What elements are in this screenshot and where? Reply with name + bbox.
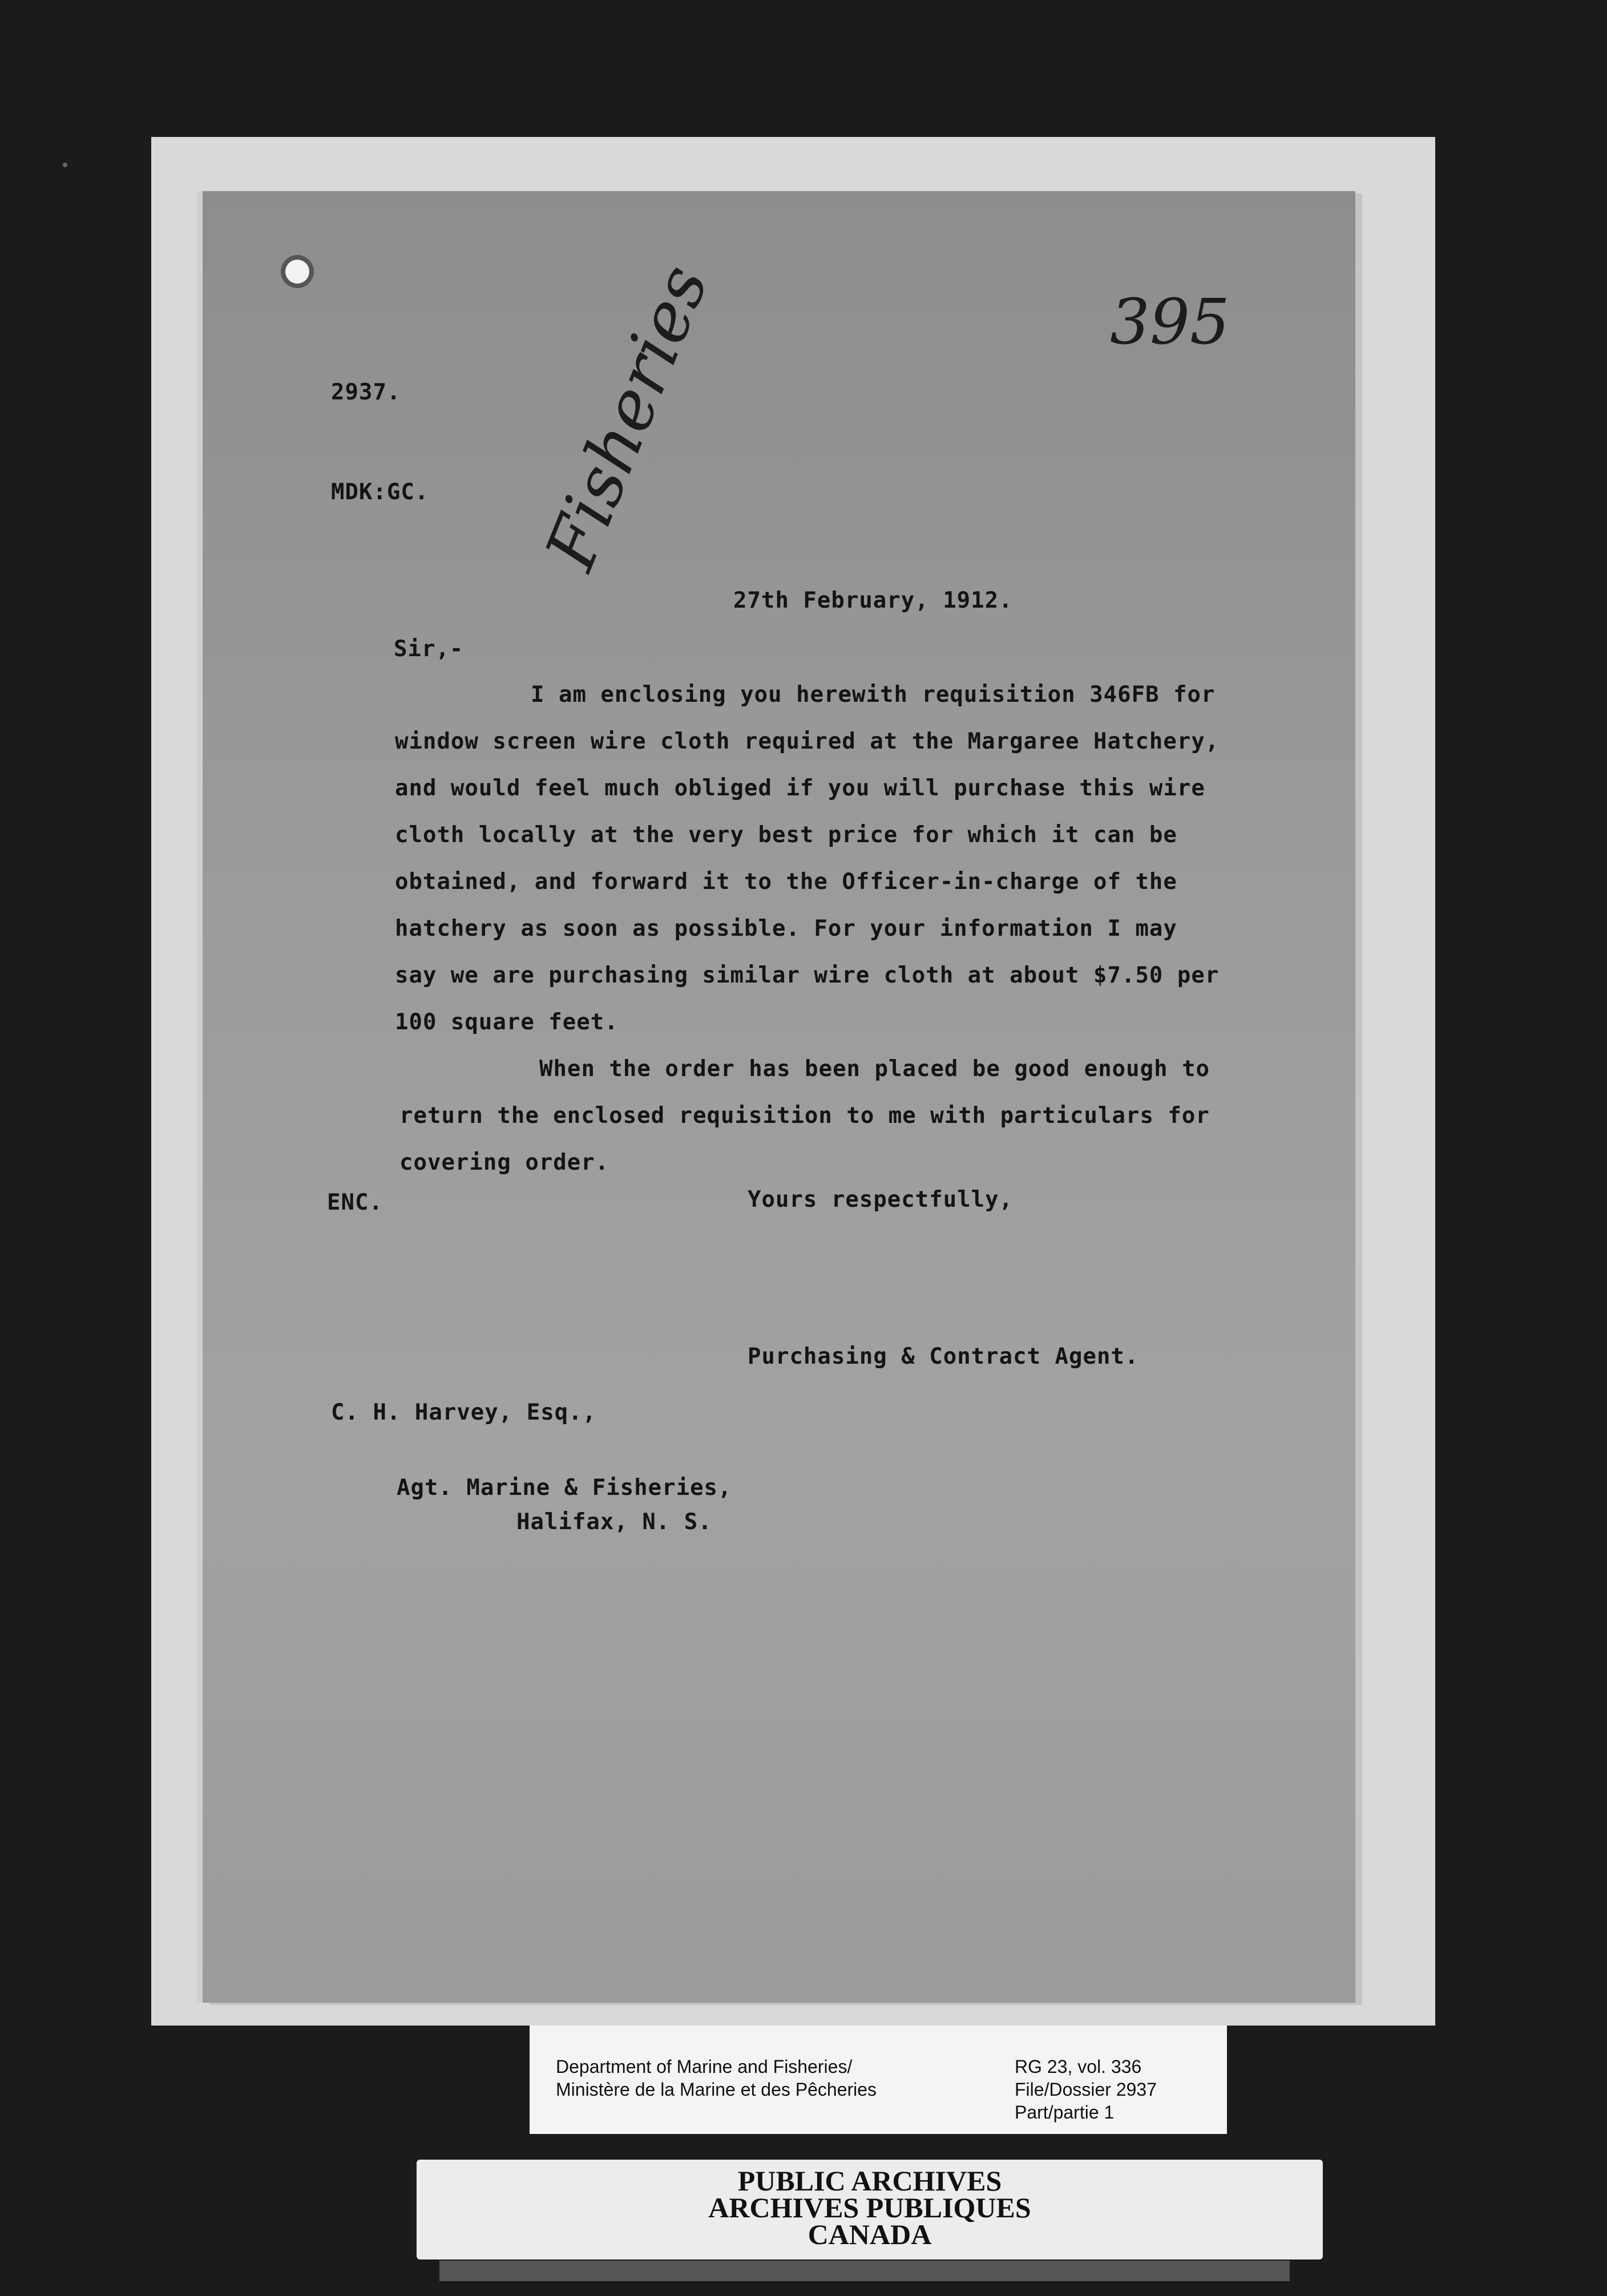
body-line: window screen wire cloth required at the Margaree Hatchery, — [395, 729, 1220, 754]
letter-sheet — [203, 191, 1355, 2003]
body-line: obtained, and forward it to the Officer-in-charge of the — [395, 869, 1177, 895]
body-line: cloth locally at the very best price for which it can be — [395, 822, 1177, 848]
punch-hole — [285, 260, 309, 284]
body-line: return the enclosed requisition to me with particulars for — [399, 1103, 1210, 1129]
addressee-line: Halifax, N. S. — [516, 1509, 712, 1535]
body-line: 100 square feet. — [395, 1009, 619, 1035]
stamp-line: PUBLIC ARCHIVES — [737, 2165, 1002, 2197]
letter-date: 27th February, 1912. — [733, 588, 1013, 613]
department-block — [556, 2055, 877, 2101]
body-line: covering order. — [399, 1150, 609, 1175]
body-line: hatchery as soon as possible. For your information I may — [395, 916, 1177, 941]
record-group: RG 23, vol. 336 — [1015, 2056, 1142, 2077]
department-fr: Ministère de la Marine et des Pêcheries — [556, 2079, 877, 2100]
stamp-line: CANADA — [807, 2218, 932, 2250]
salutation: Sir,- — [394, 636, 464, 662]
addressee-name: C. H. Harvey, Esq., — [331, 1400, 597, 1425]
department-en: Department of Marine and Fisheries/ — [556, 2056, 853, 2077]
file-number: 2937. — [331, 379, 401, 405]
reference-block — [1015, 2055, 1157, 2124]
margin-note: Fisheries — [531, 254, 724, 581]
stamp-line: ARCHIVES PUBLIQUES — [708, 2192, 1031, 2224]
document-frame — [151, 137, 1435, 2026]
enclosure-mark: ENC. — [327, 1190, 383, 1215]
closing: Yours respectfully, — [748, 1187, 1014, 1212]
addressee-line: Agt. Marine & Fisheries, — [397, 1475, 732, 1501]
body-line: say we are purchasing similar wire cloth at about $7.50 per — [395, 963, 1220, 988]
part-reference: Part/partie 1 — [1015, 2102, 1115, 2123]
film-speck — [63, 163, 67, 167]
signature-title: Purchasing & Contract Agent. — [748, 1344, 1139, 1369]
file-reference: File/Dossier 2937 — [1015, 2079, 1157, 2100]
archive-stamp — [417, 2160, 1323, 2259]
page-number: 395 — [1110, 285, 1230, 358]
body-line: When the order has been placed be good enough to — [539, 1056, 1210, 1082]
reference-code: MDK:GC. — [331, 479, 429, 505]
archive-label — [530, 2026, 1227, 2134]
body-line: I am enclosing you herewith requisition 346FB for — [531, 682, 1216, 708]
tape-edge — [439, 2261, 1290, 2281]
body-line: and would feel much obliged if you will purchase this wire — [395, 775, 1205, 801]
